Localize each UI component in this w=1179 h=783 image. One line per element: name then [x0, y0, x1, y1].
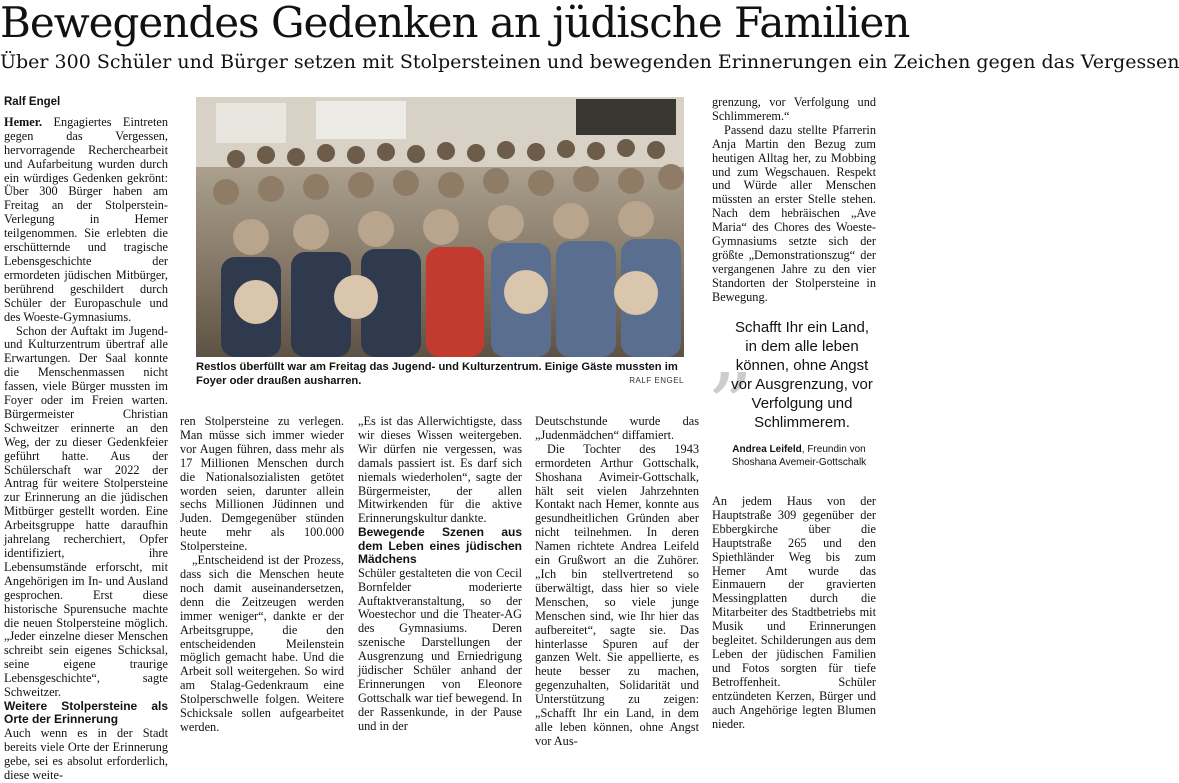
quote-author-role: , Freundin von Shoshana Avemeir-Gottschalk	[731, 444, 867, 468]
article-column-5-top	[712, 95, 876, 304]
article-column-2	[180, 414, 344, 734]
article-column-5-bottom	[712, 494, 876, 731]
paragraph: „Es ist das Allerwichtigste, dass wir dieses Wissen weitergeben. Wir dürfen nie vergessen, was damals passiert ist. Es darf sich niemals wiederholen“, sagte der Bürgermeister, der allen Mitwirkenden für die aktive Erinnerungskultur dankte.	[358, 414, 522, 526]
paragraph: Passend dazu stellte Pfarrerin Anja Martin den Bezug zum heutigen Alltag her, zu Mobbing und zum Wegschauen. Respekt und Würde aller Menschen müssten an erster Stelle stehen. Nach dem hebräischen „Ave Maria“ des Chores des Woeste-Gymnasiums setzte sich der größte „Demonstrationszug“ der vergangenen Jahre zu den vier Standorten der Stolpersteine in Bewegung.	[712, 122, 876, 304]
paragraph: ren Stolpersteine zu verlegen. Man müsse sich immer wieder vor Augen führen, dass mehr als 17 Millionen Menschen durch die Nationalsozialisten getötet worden seien, darunter allein sechs Millionen Jüdinnen und Juden. Demgegenüber stünden heute mehr als 100.000 Stolpersteine.	[180, 414, 344, 554]
photo-credit: RALF ENGEL	[629, 376, 684, 385]
quote-mark-icon: „	[709, 300, 755, 403]
paragraph: grenzung, vor Verfolgung und Schlimmerem.“	[712, 95, 876, 123]
subheadline: Über 300 Schüler und Bürger setzen mit Stolpersteinen und bewegenden Erinnerungen ein Zeichen gegen das Vergessen	[0, 51, 1179, 73]
quote-author: Andrea Leifeld	[732, 444, 802, 455]
photo-caption: Restlos überfüllt war am Freitag das Jugend- und Kulturzentrum. Einige Gäste mussten im Foyer oder draußen ausharren.	[196, 361, 678, 387]
subheading: Weitere Stolpersteine als Orte der Erinnerung	[4, 698, 168, 727]
subheading: Bewegende Szenen aus dem Leben eines jüdischen Mädchens	[358, 525, 522, 567]
quote-attribution	[718, 443, 880, 469]
article-column-1	[4, 96, 168, 782]
paragraph: „Entscheidend ist der Prozess, dass sich die Menschen heute noch damit auseinandersetzen, denn die Zeitzeugen werden immer weniger“, dankte er der Arbeitsgruppe, die den entscheidenden Meilenstein möglich gemacht habe. Und die Arbeit soll weitergehen. So wird am Stalag-Gedenkraum eine Stolperschwelle folgen. Weitere Schicksale sollen aufgearbeitet werden.	[180, 553, 344, 734]
paragraph: Hemer. Engagiertes Eintreten gegen das Vergessen, hervorragende Recherchearbeit und Aufarbeitung wurden durch ein würdiges Gedenken gekrönt: Über 300 Bürger haben am Freitag an der Stolperstein-Verlegung in Hemer teilgenommen. Sie erlebten die erschütternde und tragische Lebensgeschichte der ermordeten jüdischen Mitbürger, berührend geschildert durch Schüler der Europaschule und des Woeste-Gymnasiums.	[4, 114, 168, 324]
paragraph: Deutschstunde wurde das „Judenmädchen“ diffamiert.	[535, 414, 699, 442]
headline: Bewegendes Gedenken an jüdische Familien	[0, 0, 910, 47]
audience-photo	[196, 97, 684, 357]
paragraph: An jedem Haus von der Hauptstraße 309 gegenüber der Ebbergkirche über die Hauptstraße 265 und den Spiethländer Weg bis zum Hemer Amt wurde das Einmauern der gravierten Messingplatten durch die Mitarbeiter des Stadtbetriebs mit Musik und Erinnerungen begleitet. Schilderungen aus dem Leben der jüdischen Familien und Fotos sorgten für tiefe Betroffenheit. Schüler entzündeten Kerzen, Bürger und auch Angehörige legten Blumen nieder.	[712, 494, 876, 731]
audience-photo-illustration	[196, 97, 684, 357]
article-column-4	[535, 414, 699, 748]
paragraph: Die Tochter des 1943 ermordeten Arthur Gottschalk, Shoshana Avimeir-Gottschalk, hält seit vielen Jahrzehnten Kontakt nach Hemer, konnte aus gesundheitlichen Gründen aber nicht teilnehmen. In deren Namen richtete Andrea Leifeld ein Grußwort an die Zuhörer. „Ich bin stellvertretend so überwältigt, dass hier so viele Menschen, so viele junge Menschen sind, wie Ihr hier das aufbereitet“, sagte sie. Das hinterlasse Spuren auf der ganzen Welt. Sie appellierte, es heute besser zu machen, gegenzuhalten, Solidarität und Unterstützung zu zeigen: „Schafft Ihr ein Land, in dem alle leben können, ohne Angst vor Aus-	[535, 441, 699, 748]
paragraph: Schüler gestalteten die von Cecil Bornfelder moderierte Auftaktveranstaltung, so der Woestechor und die Theater-AG des Gymnasiums. Deren szenische Darstellungen der Ausgrenzung und Erniedrigung jüdischer Schüler anhand der Erinnerungen von Eleonore Gottschalk war tief bewegend. In der Rassenkunde, in der Pause und in der	[358, 565, 522, 733]
paragraph: Schon der Auftakt im Jugend- und Kulturzentrum übertraf alle Erwartungen. Der Saal konnte die Menschenmassen nicht fassen, viele Bürger mussten im Foyer oder im Freien warten. Bürgermeister Christian Schweitzer erinnerte an den Weg, der zu dieser Gedenkfeier geführt hatte. Aus der Schülerschaft war 2022 der Antrag für weitere Stolpersteine zur Erinnerung an die jüdischen Mitbürger gestellt worden. Eine Arbeitsgruppe hatte daraufhin jahrelang recherchiert, Opfer identifiziert, ihre Lebensumstände erforscht, mit Angehörigen im In- und Ausland gesprochen. Erst diese historische Spurensuche machte die neuen Stolpersteine möglich. „Jeder einzelne dieser Menschen schreibt sein eigenes Schicksal, seine eigene traurige Lebensgeschichte“, sagte Schweitzer.	[4, 323, 168, 700]
pull-quote: Schafft Ihr ein Land, in dem alle leben können, ohne Angst vor Ausgrenzung, vor Verfolgung und Schlimmerem.	[731, 319, 873, 431]
dateline: Hemer.	[4, 114, 43, 129]
author-byline: Ralf Engel	[4, 96, 61, 108]
article-column-3	[358, 414, 522, 733]
paragraph: Auch wenn es in der Stadt bereits viele Orte der Erinnerung gebe, sei es absolut erforderlich, diese weite-	[4, 725, 168, 782]
